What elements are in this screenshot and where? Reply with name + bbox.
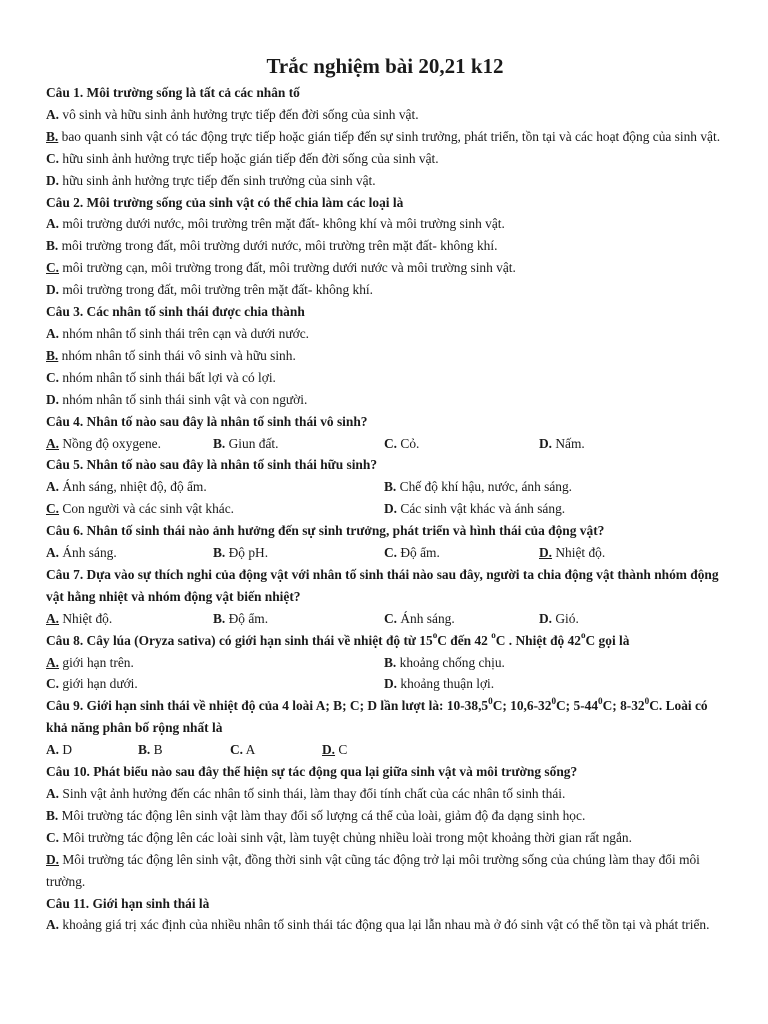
option-text: A xyxy=(245,742,256,758)
question-2: Câu 2. Môi trường sống của sinh vật có thể chia làm các loại là xyxy=(46,194,404,210)
option-text: nhóm nhân tố sinh thái trên cạn và dưới nước. xyxy=(62,325,309,341)
question-text: C đến 42 xyxy=(437,632,492,648)
option-label: C. xyxy=(230,742,244,758)
superscript: o xyxy=(432,629,438,640)
option-label: B. xyxy=(46,238,59,254)
q7-option-d xyxy=(539,608,708,630)
option-text: Sinh vật ảnh hưởng đến các nhân tố sinh thái, làm thay đổi tính chất của các nhân tố sinh thái. xyxy=(62,786,566,801)
question-text: C gọi là xyxy=(585,632,630,648)
q5-option-a xyxy=(46,476,384,498)
option-label: A. xyxy=(46,325,60,341)
question-4: Câu 4. Nhân tố nào sau đây là nhân tố sinh thái vô sinh? xyxy=(46,413,368,429)
option-label-correct: A. xyxy=(46,435,60,451)
q6-option-b xyxy=(213,542,384,564)
option-label: A. xyxy=(46,545,60,561)
q8-option-a xyxy=(46,652,384,674)
q4-option-d xyxy=(539,433,708,455)
option-text: B xyxy=(153,742,163,758)
q9-option-a xyxy=(46,739,138,761)
q4-option-b xyxy=(213,433,384,455)
option-text: khoảng thuận lợi. xyxy=(400,676,495,692)
option-label: C. xyxy=(384,435,398,451)
option-label-correct: A. xyxy=(46,610,60,626)
option-label: C. xyxy=(46,829,60,845)
option-text: khoảng chống chịu. xyxy=(399,654,505,670)
q10-option-a xyxy=(46,783,724,805)
option-label-correct: B. xyxy=(46,347,59,363)
question-9 xyxy=(46,695,724,739)
option-text: vô sinh và hữu sinh ảnh hưởng trực tiếp đến đời sống của sinh vật. xyxy=(62,106,419,122)
option-text: nhóm nhân tố sinh thái vô sinh và hữu sinh. xyxy=(61,347,296,363)
option-text: Ánh sáng. xyxy=(62,545,117,561)
option-text: nhóm nhân tố sinh thái sinh vật và con người. xyxy=(62,391,308,407)
option-label: D. xyxy=(46,282,60,298)
q4-options xyxy=(46,433,724,455)
q11-option-a xyxy=(46,914,724,936)
q2-option-b xyxy=(46,235,724,257)
q8-option-b xyxy=(384,652,722,674)
option-text: hữu sinh ảnh hưởng trực tiếp đến sinh trưởng của sinh vật. xyxy=(62,172,376,188)
q3-option-d xyxy=(46,389,724,411)
option-label: B. xyxy=(384,654,397,670)
question-1: Câu 1. Môi trường sống là tất cả các nhân tố xyxy=(46,85,300,100)
option-label: D. xyxy=(46,391,60,407)
option-label: C. xyxy=(384,545,398,561)
q10-option-c xyxy=(46,827,724,849)
option-text: D xyxy=(62,742,73,758)
option-text: C xyxy=(338,742,348,758)
option-label: D. xyxy=(384,676,398,692)
q6-option-c xyxy=(384,542,539,564)
q9-option-b xyxy=(138,739,230,761)
option-text: giới hạn dưới. xyxy=(62,676,138,692)
option-text: Nấm. xyxy=(555,435,585,451)
option-label: A. xyxy=(46,216,60,232)
q1-option-a xyxy=(46,104,724,126)
q7-option-a xyxy=(46,608,213,630)
superscript: 0 xyxy=(644,695,650,706)
superscript: 0 xyxy=(551,695,557,706)
question-text: C. Loài có khả năng phân bố rộng nhất là xyxy=(46,698,708,736)
option-text: Độ ẩm. xyxy=(400,545,440,561)
option-label: D. xyxy=(539,435,553,451)
option-label: A. xyxy=(46,742,60,758)
option-label: A. xyxy=(46,106,60,122)
q6-options xyxy=(46,542,724,564)
option-text: Môi trường tác động lên sinh vật, đồng thời sinh vật cũng tác động trở lại môi trường sống của chúng làm thay đổi môi trường. xyxy=(46,851,700,889)
question-text: C; 8-32 xyxy=(602,698,645,714)
q7-option-b xyxy=(213,608,384,630)
q1-option-c xyxy=(46,148,724,170)
q7-options xyxy=(46,608,724,630)
q10-option-d xyxy=(46,849,724,893)
q9-option-d xyxy=(322,739,414,761)
q2-option-c xyxy=(46,257,724,279)
q8-options-row-2 xyxy=(46,673,724,695)
option-text: môi trường trong đất, môi trường trên mặt đất- không khí. xyxy=(62,282,373,298)
option-text: Nồng độ oxygene. xyxy=(62,435,161,451)
option-label: C. xyxy=(46,369,60,385)
question-6: Câu 6. Nhân tố sinh thái nào ảnh hưởng đến sự sinh trưởng, phát triển và hình thái của động vật? xyxy=(46,523,605,539)
q3-option-a xyxy=(46,323,724,345)
option-text: Cỏ. xyxy=(400,435,420,451)
option-label-correct: D. xyxy=(46,851,60,867)
option-label: B. xyxy=(213,545,226,561)
option-text: nhóm nhân tố sinh thái bất lợi và có lợi. xyxy=(62,369,276,385)
superscript: o xyxy=(580,629,586,640)
option-label-correct: D. xyxy=(539,545,553,561)
q6-option-d xyxy=(539,542,708,564)
page-title: Trắc nghiệm bài 20,21 k12 xyxy=(266,54,504,78)
option-label-correct: A. xyxy=(46,654,60,670)
option-text: Các sinh vật khác và ánh sáng. xyxy=(400,501,566,517)
option-label: D. xyxy=(384,501,398,517)
q1-option-b xyxy=(46,126,724,148)
question-text: C . Nhiệt độ 42 xyxy=(495,632,581,648)
option-text: môi trường dưới nước, môi trường trên mặt đất- không khí và môi trường sinh vật. xyxy=(62,216,505,232)
question-text: Câu 8. Cây lúa (Oryza sativa) có giới hạn sinh thái về nhiệt độ từ 15 xyxy=(46,632,433,648)
option-label: C. xyxy=(384,610,398,626)
option-label-correct: C. xyxy=(46,501,60,517)
option-label: D. xyxy=(539,610,553,626)
superscript: o xyxy=(491,629,496,640)
q5-options-row-1 xyxy=(46,476,724,498)
q8-option-c xyxy=(46,673,384,695)
option-text: Chế độ khí hậu, nước, ánh sáng. xyxy=(399,479,573,495)
q7-option-c xyxy=(384,608,539,630)
question-10: Câu 10. Phát biểu nào sau đây thể hiện sự tác động qua lại giữa sinh vật và môi trường sống? xyxy=(46,764,578,780)
q10-option-b xyxy=(46,805,724,827)
option-text: Độ ẩm. xyxy=(228,610,269,626)
question-5: Câu 5. Nhân tố nào sau đây là nhân tố sinh thái hữu sinh? xyxy=(46,457,378,473)
option-text: Môi trường tác động lên sinh vật làm thay đổi số lượng cá thể của loài, giảm độ đa dạng sinh học. xyxy=(61,807,586,823)
option-text: bao quanh sinh vật có tác động trực tiếp hoặc gián tiếp đến sự sinh trưởng, phát triển, tồn tại và các hoạt động của sinh vật. xyxy=(61,128,721,144)
option-text: giới hạn trên. xyxy=(62,654,134,670)
option-text: Con người và các sinh vật khác. xyxy=(62,501,235,517)
question-11: Câu 11. Giới hạn sinh thái là xyxy=(46,895,210,911)
option-label: B. xyxy=(384,479,397,495)
option-label: A. xyxy=(46,479,60,495)
option-label: B. xyxy=(138,742,151,758)
option-label: D. xyxy=(46,172,60,188)
q3-option-c xyxy=(46,367,724,389)
option-label: A. xyxy=(46,917,60,933)
q6-option-a xyxy=(46,542,213,564)
option-text: môi trường cạn, môi trường trong đất, môi trường dưới nước và môi trường sinh vật. xyxy=(62,260,516,276)
option-label: B. xyxy=(213,435,226,451)
q3-option-b xyxy=(46,345,724,367)
q5-options-row-2 xyxy=(46,498,724,520)
question-7: Câu 7. Dựa vào sự thích nghi của động vật với nhân tố sinh thái nào sau đây, người ta chia động vật thành nhóm động vật hằng nhiệt và nhóm động vật biến nhiệt? xyxy=(46,566,719,604)
superscript: 0 xyxy=(488,695,493,706)
option-text: hữu sinh ảnh hưởng trực tiếp hoặc gián tiếp đến đời sống của sinh vật. xyxy=(62,150,439,166)
q9-options xyxy=(46,739,724,761)
option-label-correct: B. xyxy=(46,128,59,144)
q5-option-d xyxy=(384,498,722,520)
question-8 xyxy=(46,630,724,652)
q1-option-d xyxy=(46,170,724,192)
q4-option-c xyxy=(384,433,539,455)
q5-option-b xyxy=(384,476,722,498)
q2-option-d xyxy=(46,279,724,301)
option-text: Gió. xyxy=(555,610,579,626)
option-label: B. xyxy=(46,807,59,823)
option-text: Ánh sáng, nhiệt độ, độ ẩm. xyxy=(62,479,207,495)
option-text: khoảng giá trị xác định của nhiều nhân tố sinh thái tác động qua lại lẫn nhau mà ở đó sinh vật có thể tồn tại và phát triển. xyxy=(62,917,710,933)
option-text: Môi trường tác động lên các loài sinh vật, làm tuyệt chủng nhiều loài trong một khoảng thời gian rất ngắn. xyxy=(62,829,632,845)
question-text: Câu 9. Giới hạn sinh thái về nhiệt độ của 4 loài A; B; C; D lần lượt là: 10-38,5 xyxy=(46,698,489,714)
option-text: môi trường trong đất, môi trường dưới nước, môi trường trên mặt đất- không khí. xyxy=(61,238,498,254)
option-label-correct: D. xyxy=(322,742,336,758)
q9-option-c xyxy=(230,739,322,761)
q4-option-a xyxy=(46,433,213,455)
option-label: C. xyxy=(46,676,60,692)
q2-option-a xyxy=(46,213,724,235)
question-text: C; 10,6-32 xyxy=(492,698,552,714)
question-3: Câu 3. Các nhân tố sinh thái được chia thành xyxy=(46,304,305,320)
option-text: Ánh sáng. xyxy=(400,610,455,626)
q8-option-d xyxy=(384,673,722,695)
superscript: 0 xyxy=(598,695,603,706)
q8-options-row-1 xyxy=(46,652,724,674)
option-label-correct: C. xyxy=(46,260,60,276)
option-text: Nhiệt độ. xyxy=(62,610,113,626)
q5-option-c xyxy=(46,498,384,520)
option-text: Nhiệt độ. xyxy=(555,545,606,561)
option-label: C. xyxy=(46,150,60,166)
question-text: C; 5-44 xyxy=(556,698,599,714)
option-text: Giun đất. xyxy=(228,435,279,451)
option-text: Độ pH. xyxy=(228,545,269,561)
option-label: A. xyxy=(46,786,60,801)
option-label: B. xyxy=(213,610,226,626)
